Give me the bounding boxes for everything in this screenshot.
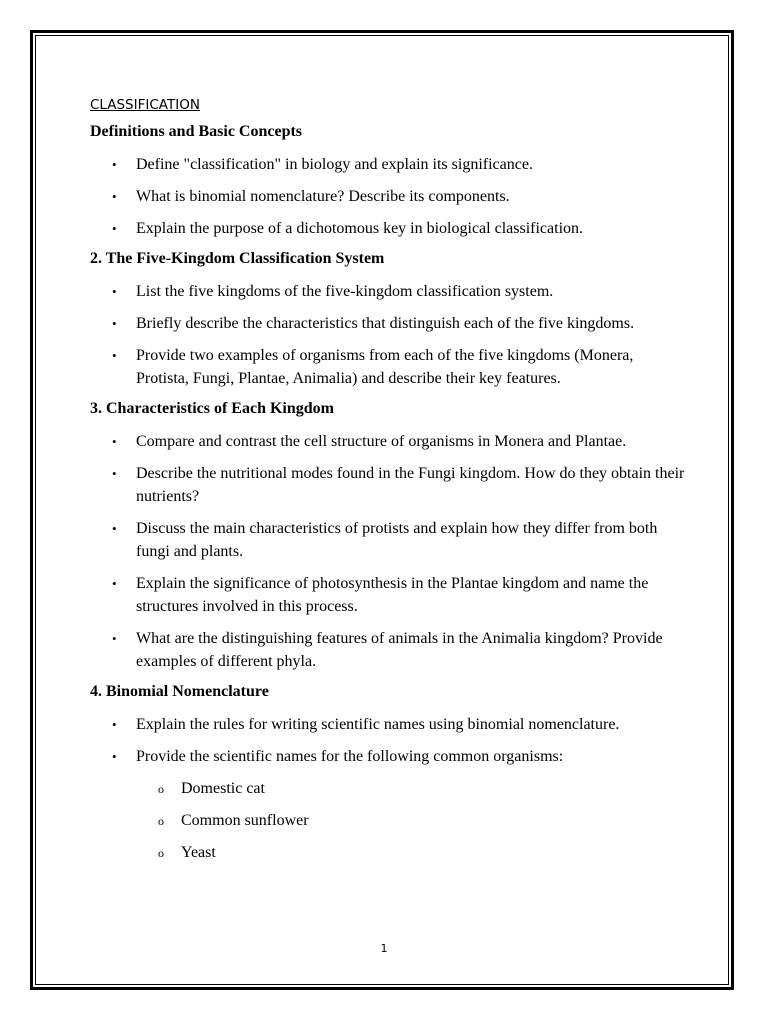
bullet-icon: •	[112, 466, 117, 481]
organism-list	[136, 777, 690, 864]
bullet-icon: •	[112, 348, 117, 363]
section-heading: 2. The Five-Kingdom Classification System	[90, 250, 385, 267]
section-heading: 3. Characteristics of Each Kingdom	[90, 400, 334, 417]
document-body	[90, 94, 690, 873]
question-text: Explain the rules for writing scientific names using binomial nomenclature.	[136, 716, 620, 733]
bullet-icon: •	[112, 631, 117, 646]
question-text: Describe the nutritional modes found in the Fungi kingdom. How do they obtain their nutrients?	[136, 465, 685, 505]
question-text: What is binomial nomenclature? Describe its components.	[136, 188, 510, 205]
question-list	[90, 153, 690, 240]
list-item	[90, 745, 690, 864]
list-item	[90, 280, 690, 303]
question-text: List the five kingdoms of the five-kingdom classification system.	[136, 283, 554, 300]
question-text: Explain the significance of photosynthesis in the Plantae kingdom and name the structures involved in this process.	[136, 575, 649, 615]
bullet-icon: •	[112, 576, 117, 591]
organism-name: Domestic cat	[181, 780, 265, 797]
sub-list-item	[136, 809, 690, 832]
list-item	[90, 517, 690, 563]
list-item	[90, 430, 690, 453]
section-heading: 4. Binomial Nomenclature	[90, 683, 269, 700]
question-text: Compare and contrast the cell structure of organisms in Monera and Plantae.	[136, 433, 627, 450]
bullet-icon: •	[112, 316, 117, 331]
list-item	[90, 185, 690, 208]
bullet-icon: •	[112, 521, 117, 536]
section-definitions	[90, 122, 690, 240]
question-text: What are the distinguishing features of animals in the Animalia kingdom? Provide examples of different phyla.	[136, 630, 663, 670]
sub-bullet-icon: o	[158, 782, 164, 796]
list-item	[90, 312, 690, 335]
question-text: Discuss the main characteristics of protists and explain how they differ from both fungi and plants.	[136, 520, 658, 560]
list-item	[90, 572, 690, 618]
bullet-icon: •	[112, 717, 117, 732]
question-text: Explain the purpose of a dichotomous key in biological classification.	[136, 220, 584, 237]
question-text: Define "classification" in biology and explain its significance.	[136, 156, 533, 173]
section-five-kingdom	[90, 249, 690, 390]
sub-list-item	[136, 841, 690, 864]
sub-list-item	[136, 777, 690, 800]
question-text: Briefly describe the characteristics that distinguish each of the five kingdoms.	[136, 315, 635, 332]
question-list	[90, 713, 690, 864]
bullet-icon: •	[112, 284, 117, 299]
bullet-icon: •	[112, 221, 117, 236]
document-title: CLASSIFICATION	[90, 97, 200, 113]
bullet-icon: •	[112, 749, 117, 764]
list-item	[90, 344, 690, 390]
list-item	[90, 627, 690, 673]
section-heading: Definitions and Basic Concepts	[90, 123, 303, 140]
organism-name: Yeast	[181, 844, 216, 861]
question-text: Provide the scientific names for the following common organisms:	[136, 748, 564, 765]
list-item	[90, 713, 690, 736]
bullet-icon: •	[112, 434, 117, 449]
list-item	[90, 153, 690, 176]
organism-name: Common sunflower	[181, 812, 309, 829]
section-binomial-nomenclature	[90, 682, 690, 864]
question-list	[90, 430, 690, 673]
sub-bullet-icon: o	[158, 846, 164, 860]
question-text: Provide two examples of organisms from each of the five kingdoms (Monera, Protista, Fungi, Plantae, Animalia) and describe their key features.	[136, 347, 634, 387]
section-kingdom-characteristics	[90, 399, 690, 673]
list-item	[90, 217, 690, 240]
bullet-icon: •	[112, 189, 117, 204]
list-item	[90, 462, 690, 508]
page-number: 1	[380, 942, 388, 955]
sub-bullet-icon: o	[158, 814, 164, 828]
question-list	[90, 280, 690, 390]
bullet-icon: •	[112, 157, 117, 172]
